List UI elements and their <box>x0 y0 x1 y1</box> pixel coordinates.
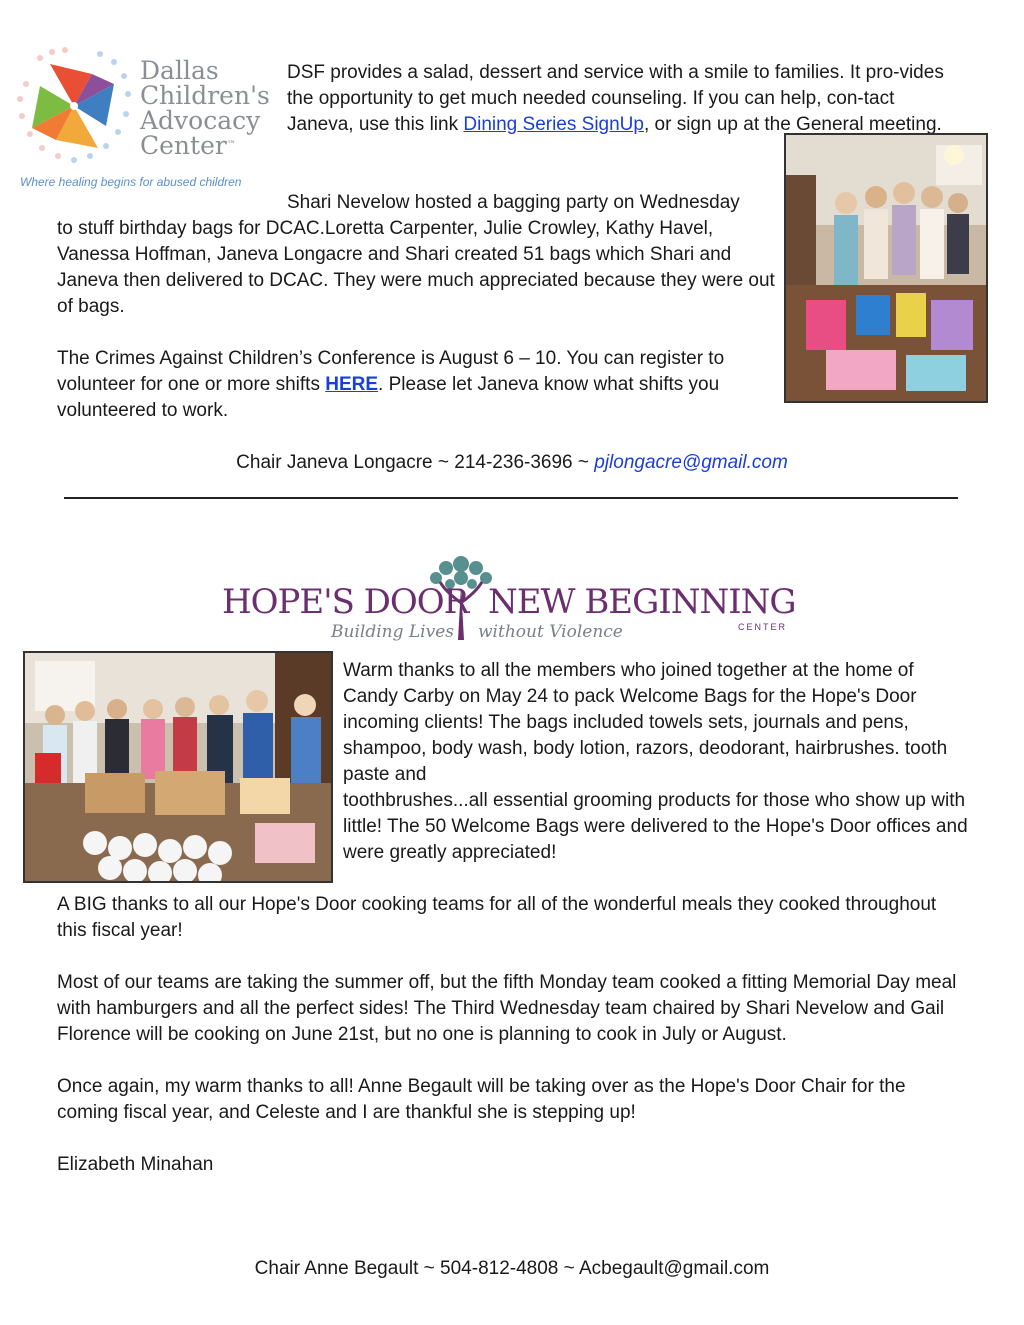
here-link[interactable]: HERE <box>325 374 379 395</box>
hopes-door-paragraph-summer: Most of our teams are taking the summer off, but the fifth Monday team cooked a fitting Memorial Day meal with hamburgers and all the perfect sides! The Third Wednesday team chaired by Shari Nevelow and Gail Florence will be cooking on June 21st, but no one is planning to cook in July or August. <box>57 972 957 1045</box>
hopes-door-paragraph-cooking: A BIG thanks to all our Hope's Door cooking teams for all of the wonderful meals they cooked throughout this fiscal year! <box>57 894 937 941</box>
group-photo-welcome-bags <box>23 651 333 883</box>
logo-word-center: Center™ <box>140 131 236 160</box>
hopes-door-paragraph-thanks: Once again, my warm thanks to all! Anne Begault will be taking over as the Hope's Door Chair for the coming fiscal year, and Celeste and I are thankful she is stepping up! <box>57 1076 906 1123</box>
dcac-chair-text: Chair Janeva Longacre ~ 214-236-3696 ~ <box>236 452 595 473</box>
dcac-paragraph-dsf <box>287 60 959 138</box>
dcac-paragraph-bagging-line1: Shari Nevelow hosted a bagging party on Wednesday <box>287 192 740 213</box>
dcac-logo <box>10 44 272 194</box>
photo-bagging-party-icon <box>786 135 986 401</box>
dcac-paragraph-bagging: to stuff birthday bags for DCAC.Loretta Carpenter, Julie Crowley, Kathy Havel, Vanessa Hoffman, Janeva Longacre and Shari created 51 bags which Shari and Janeva then delivered to DCAC. They were much appreciated because they were out of bags. <box>57 218 775 317</box>
hopes-door-tagline-2: without Violence <box>478 622 623 642</box>
hopes-door-logo-left: HOPE'S DOOR <box>222 582 469 622</box>
hopes-door-chair-line: Chair Anne Begault ~ 504-812-4808 ~ Acbegault@gmail.com <box>254 1258 770 1279</box>
hopes-door-paragraph-welcome-bags: Warm thanks to all the members who joined together at the home of Candy Carby on May 24 to pack Welcome Bags for the Hope's Door incoming clients! The bags included towels sets, journals and pens, shampoo, body wash, body lotion, razors, deodorant, hairbrushes. tooth paste and <box>343 660 948 785</box>
dining-series-signup-link[interactable]: Dining Series SignUp <box>463 114 644 135</box>
hopes-door-tagline-1: Building Lives <box>331 622 454 642</box>
dsf-text-end: , or sign up at the General meeting. <box>643 114 942 135</box>
photo-welcome-bags-icon <box>25 653 331 881</box>
hopes-door-logo <box>216 552 796 648</box>
dcac-chair-email-link[interactable]: pjlongacre@gmail.com <box>594 452 788 473</box>
logo-word-advocacy: Advocacy <box>140 106 261 135</box>
hopes-door-logo-right: NEW BEGINNING <box>488 582 796 622</box>
dsf-text: DSF provides a salad, dessert and service with a smile to families. It pro-vides the opportunity to get much needed counseling. If you can help, con-tact Janeva, use this link <box>287 62 944 135</box>
dcac-chair-line <box>64 450 960 476</box>
hopes-door-paragraph-welcome-bags-cont: toothbrushes...all essential grooming products for those who show up with little! The 50 Welcome Bags were delivered to the Hope's Door offices and were greatly appreciated! <box>343 790 968 863</box>
hopes-door-logo-center: CENTER <box>738 622 788 632</box>
dcac-paragraph-conference <box>57 346 779 424</box>
conference-text: The Crimes Against Children’s Conference is August 6 – 10. You can register to volunteer for one or more shifts <box>57 348 725 395</box>
group-photo-bagging-party <box>784 133 988 403</box>
section-separator <box>64 497 958 499</box>
logo-tagline: Where healing begins for abused children <box>20 175 242 189</box>
pinwheel-icon <box>10 44 140 174</box>
logo-word-dallas: Dallas <box>140 56 219 85</box>
conference-text-end: . Please let Janeva know what shifts you volunteered to work. <box>57 374 720 421</box>
logo-word-childrens: Children's <box>140 81 270 110</box>
signature: Elizabeth Minahan <box>57 1154 214 1175</box>
